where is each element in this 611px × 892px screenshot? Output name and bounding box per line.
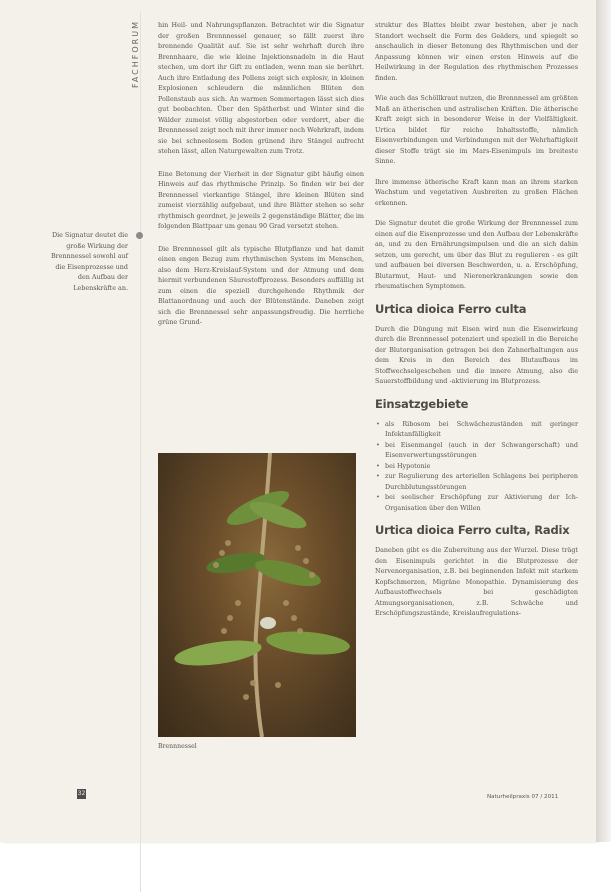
paragraph: Daneben gibt es die Zubereitung aus der Wurzel. Diese trägt den Eisenimpuls gerichtet in die Blutprozesse der Nervenorganisation, z.B. bei beginnenden Infekt mit starkem Kopfschmerzen, Migräne Monopathie. Dynamisierung des Aufbaustoffwechsels bei geschädigten Atmungsorganisationen, z.B. Schwäche und Erschöpfungszustände, Kreislaufregulations- xyxy=(375,546,578,617)
section-label: FACHFORUM xyxy=(131,20,140,89)
subheading: Einsatzgebiete xyxy=(375,396,469,411)
paragraph: struktur des Blattes bleibt zwar bestehen, aber je nach Standort wechselt die Form des Geäders, und spiegelt so anschaulich in dieser Betonung des Rhythmischen und der Anpassung können wir einen ersten Hinweis auf die Heilwirkung in der Regulation des rhythmischen Prozesses finden. xyxy=(375,21,578,82)
list-item: • bei Hypotonie xyxy=(385,461,578,472)
list-item: • als Ribosom bei Schwächezuständen mit geringer Infektanfälligkeit xyxy=(385,419,578,440)
scan-edge xyxy=(596,0,611,842)
journal-footer: Naturheilpraxis 07 / 2011 xyxy=(487,794,559,800)
uses-list xyxy=(375,419,578,514)
paragraph: Durch die Düngung mit Eisen wird nun die Eisenwirkung durch die Brennnessel potenziert und speziell in die Bereiche der Blutorganisation getragen bei den Zahnerhaltungen aus dem Kreis in den Bereich des Blutaufbaus im Stoffwechselgeschehen und die innere Atmung, also die Sauerstoffbildung und -aktivierung im Blutprozess. xyxy=(375,324,578,385)
page-number: 32 xyxy=(77,790,86,797)
list-item: • bei seelischer Erschöpfung zur Aktivierung der Ich-Organisation über den Willen xyxy=(385,492,578,513)
column-right xyxy=(375,20,578,629)
paragraph: Wie auch das Schöllkraut nutzen, die Brennnessel am größten Maß an ätherischen und astralischen Kräften. Die ätherische Kraft zeigt sich in besonderer Weise in der Vielfältigkeit. Urtica bildet für reiche Inhaltsstoffe, nämlich Eisenverbindungen und Verbindungen mit der Wehrhaftigkeit dieser Stoffe trägt sie im Mars-Eisenimpuls im breiteste Sinne. xyxy=(375,94,578,165)
list-item: • zur Regulierung des arteriellen Schlagens bei peripheren Durchblutungsstörungen xyxy=(385,471,578,492)
paragraph: hin Heil- und Nahrungspflanzen. Betrachtet wir die Signatur der großen Brennnessel genauer, so fällt zuerst ihre brennende Qualität auf. Sie ist sehr wehrhaft durch ihre Brennhaare, die wie kleine Injektionsnadeln in die Haut stechen, um dort ihr Gift zu entladen, wenn man sie berührt. Auch ihre Entladung des Pollens zeigt sich explosiv, in kleinen Explosionen schleudern die männlichen Blüten den Pollenstaub aus sich. An warmen Sommertagen lässt sich dies gut beobachten. Über den Spätherbst und Winter sind die Wälder zumeist völlig abgestorben oder verdorrt, aber die Brennnessel zeigt noch mit ihrer immer noch Wehrkraft, indem sie bei schneelosem Boden grünend ihre Stängel aufrecht stehen lässt, allen Naturgewalten zum Trotz. xyxy=(158,21,364,155)
nettle-photo xyxy=(158,453,356,737)
subheading: Urtica dioica Ferro culta, Radix xyxy=(375,523,570,537)
paragraph: Die Brennnessel gilt als typische Blutpflanze und hat damit einen engen Bezug zum rhythmischen System im Menschen, also dem Herz-Kreislauf-System und der Atmung und dem hiermit verbundenen Säurestoffprozess. Besonders auffällig ist zum einen die speziell durchgehende Rhythmik der Blattanordnung und auch der Blütenstände. Daneben zeigt sich die Brennnessel sehr anpassungsfreudig. Die herrliche grüne Grund- xyxy=(158,244,364,326)
paragraph: Eine Betonung der Vierheit in der Signatur gibt häufig einen Hinweis auf das rhythmische Prinzip. So finden wir bei der Brennnessel vierkantige Stängel, ihre kleinen Blüten sind zumeist vierzählig aufgebaut, und ihre Blätter stehen so sehr rhythmisch geordnet, je jeweils 2 gegenständige Blätter, die im folgenden Blattpaar um genau 90 Grad versetzt stehen. xyxy=(158,169,364,230)
column-divider xyxy=(140,12,141,892)
side-note-bullet-icon xyxy=(136,232,143,239)
subheading: Urtica dioica Ferro culta xyxy=(375,301,527,316)
photo-caption: Brennnessel xyxy=(158,743,197,750)
paragraph: Die Signatur deutet die große Wirkung der Brennnessel zum einen auf die Eisenprozesse und den Aufbau der Lebenskräfte an, und zu den Ernährungsimpulsen und die an sich dahin setzen, um gerecht, um über das Blut zu regulieren - es gilt und aufbauen bei diversen Beschwerden, u. a. Erschöpfung, Blutarmut, Haut- und Nierenerkrankungen sowie den rheumatischen Symptomen. xyxy=(375,219,578,290)
paragraph: Ihre immense ätherische Kraft kann man an ihrem starken Wachstum und vegetativen Ausbreiten zu großen Flächen erkennen. xyxy=(375,177,578,207)
side-note: Die Signatur deutet die große Wirkung der Brennnessel sowohl auf die Eisenprozesse und den Aufbau der Lebenskräfte an. xyxy=(50,231,128,292)
list-item: • bei Eisenmangel (auch in der Schwangerschaft) und Eisenverwertungsstörungen xyxy=(385,440,578,461)
column-left xyxy=(158,20,364,338)
